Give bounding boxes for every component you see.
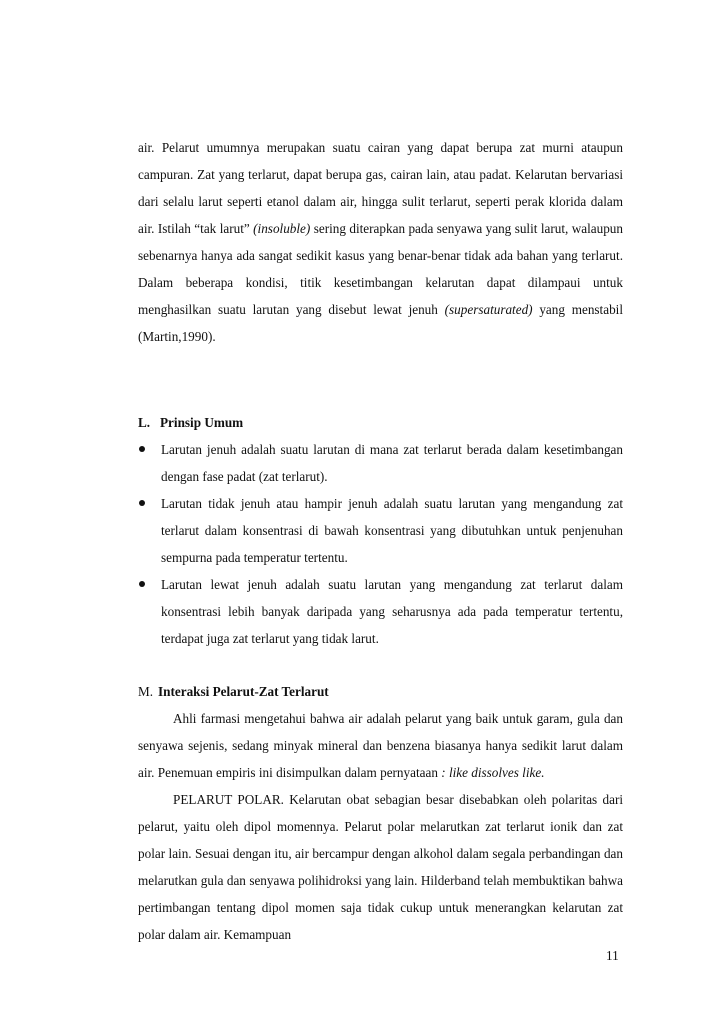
spacer [138, 652, 623, 678]
page-content [138, 134, 623, 948]
bullet-item [138, 490, 623, 571]
intro-italic-insoluble: (insoluble) [253, 221, 311, 236]
intro-paragraph [138, 134, 623, 350]
page-number: 11 [606, 948, 619, 963]
spacer [138, 350, 623, 409]
paragraph-italic-phrase: : like dissolves like. [441, 765, 545, 780]
intro-text-2: sering diterapkan pada senyawa yang sulit larut, walaupun sebenarnya hanya ada sangat sedikit kasus yang benar-benar tidak ada bahan yang terlarut. Dalam beberapa kondisi, titik kesetimbangan kelarutan dapat dilampaui untuk menghasilkan suatu larutan yang disebut lewat jenuh [138, 221, 623, 317]
section-m-title: Interaksi Pelarut-Zat Terlarut [158, 684, 329, 699]
intro-text-3: yang menstabil (Martin,1990). [138, 302, 624, 344]
paragraph-text: Ahli farmasi mengetahui bahwa air adalah pelarut yang baik untuk garam, gula dan senyawa sejenis, sedang minyak mineral dan benzena biasanya hanya sedikit larut dalam air. Penemuan empiris ini disimpulkan dalam pernyataan [138, 711, 623, 780]
section-m-letter: M. [138, 684, 154, 699]
bullet-icon [139, 581, 145, 587]
intro-text-1: air. Pelarut umumnya merupakan suatu cairan yang dapat berupa zat murni ataupun campuran. Zat yang terlarut, dapat berupa gas, cairan lain, atau padat. Kelarutan bervariasi dari selalu larut seperti etanol dalam air, hingga sulit terlarut, seperti perak klorida dalam air. Istilah “tak larut” [138, 140, 623, 236]
section-l-title: Prinsip Umum [160, 415, 244, 430]
bullet-text: Larutan lewat jenuh adalah suatu larutan yang mengandung zat terlarut dalam konsentrasi lebih banyak daripada yang seharusnya ada pada temperatur tertentu, terdapat juga zat terlarut yang tidak larut. [161, 577, 623, 646]
bullet-icon [139, 500, 145, 506]
section-l-bullet-list [138, 436, 623, 652]
section-m-paragraph-2: PELARUT POLAR. Kelarutan obat sebagian besar disebabkan oleh polaritas dari pelarut, yaitu oleh dipol momennya. Pelarut polar melarutkan zat terlarut ionik dan zat polar lain. Sesuai dengan itu, air bercampur dengan alkohol dalam segala perbandingan dan melarutkan gula dan senyawa polihidroksi yang lain. Hilderband telah membuktikan bahwa pertimbangan tentang dipol momen saja tidak cukup untuk menerangkan kelarutan zat polar dalam air. Kemampuan [138, 792, 623, 942]
section-l-letter: L. [138, 415, 151, 430]
bullet-icon [139, 446, 145, 452]
bullet-item [138, 571, 623, 652]
section-m-heading [138, 678, 623, 705]
bullet-text: Larutan jenuh adalah suatu larutan di mana zat terlarut berada dalam kesetimbangan dengan fase padat (zat terlarut). [161, 442, 623, 484]
bullet-item [138, 436, 623, 490]
section-l-heading [138, 409, 623, 436]
bullet-text: Larutan tidak jenuh atau hampir jenuh adalah suatu larutan yang mengandung zat terlarut dalam konsentrasi di bawah konsentrasi yang dibutuhkan untuk penjenuhan sempurna pada temperatur tertentu. [161, 496, 623, 565]
section-m-paragraph-1 [138, 705, 623, 786]
intro-italic-supersaturated: (supersaturated) [444, 302, 533, 317]
